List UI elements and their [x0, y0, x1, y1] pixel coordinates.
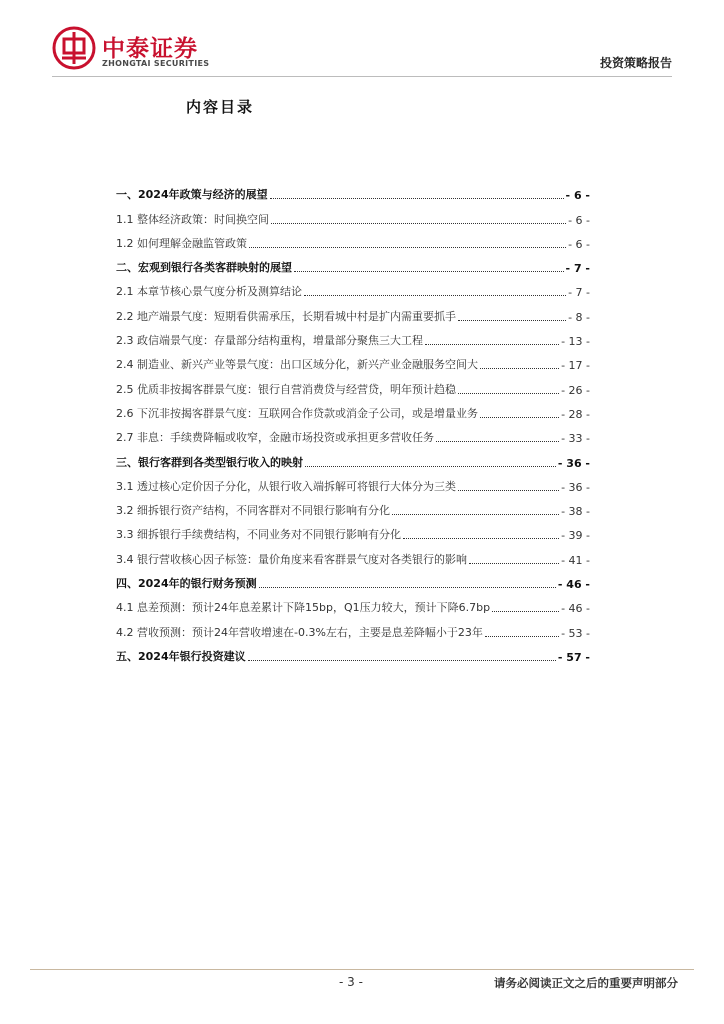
zhongtai-logo-icon — [52, 26, 96, 70]
toc-page-number: - 46 - — [561, 602, 590, 616]
toc-page-number: - 6 - — [568, 237, 590, 251]
toc-entry-text: 2.6 下沉非按揭客群景气度：互联网合作贷款或消金子公司，或是增量业务 — [116, 406, 478, 420]
toc-page-number: - 7 - — [565, 262, 590, 276]
page-header — [0, 0, 724, 80]
toc-subsection-entry[interactable] — [116, 372, 590, 396]
footer-disclaimer: 请务必阅读正文之后的重要声明部分 — [494, 976, 678, 990]
toc-leader-dots — [480, 417, 559, 418]
toc-subsection-entry[interactable] — [116, 518, 590, 542]
toc-subsection-entry[interactable] — [116, 202, 590, 226]
toc-leader-dots — [305, 466, 556, 467]
toc-entry-text: 2.2 地产端景气度：短期看供需承压，长期看城中村是扩内需重要抓手 — [116, 309, 456, 323]
toc-page-number: - 33 - — [561, 432, 590, 446]
toc-entry-text: 4.1 息差预测：预计24年息差累计下降15bp，Q1压力较大，预计下降6.7bp — [116, 601, 491, 615]
toc-entry-text: 五、2024年银行投资建议 — [116, 649, 246, 663]
footer-divider — [30, 969, 694, 970]
toc-subsection-entry[interactable] — [116, 591, 590, 615]
toc-entry-text: 2.7 非息：手续费降幅或收窄，金融市场投资或承担更多营收任务 — [116, 431, 434, 445]
toc-entry-text: 2.1 本章节核心景气度分析及测算结论 — [116, 285, 302, 299]
toc-entry-text: 1.2 如何理解金融监管政策 — [116, 236, 247, 250]
toc-leader-dots — [403, 538, 559, 539]
toc-subsection-entry[interactable] — [116, 421, 590, 445]
toc-leader-dots — [294, 271, 564, 272]
toc-subsection-entry[interactable] — [116, 275, 590, 299]
toc-leader-dots — [259, 587, 556, 588]
toc-page-number: - 46 - — [557, 578, 590, 592]
toc-leader-dots — [425, 344, 559, 345]
toc-entry-text: 3.3 细拆银行手续费结构，不同业务对不同银行影响有分化 — [116, 528, 401, 542]
toc-entry-text: 2.5 优质非按揭客群景气度：银行自营消费贷与经营贷，明年预计趋稳 — [116, 382, 456, 396]
toc-page-number: - 57 - — [557, 650, 590, 664]
toc-page-number: - 36 - — [557, 456, 590, 470]
toc-entry-text: 3.4 银行营收核心因子标签：量价角度来看客群景气度对各类银行的影响 — [116, 552, 467, 566]
toc-entry-text: 二、宏观到银行各类客群映射的展望 — [116, 261, 292, 275]
toc-leader-dots — [248, 660, 556, 661]
toc-entry-text: 1.1 整体经济政策：时间换空间 — [116, 212, 269, 226]
toc-section-entry[interactable] — [116, 445, 590, 469]
toc-leader-dots — [249, 247, 566, 248]
toc-page-number: - 28 - — [561, 407, 590, 421]
toc-leader-dots — [485, 636, 559, 637]
toc-entry-text: 2.3 政信端景气度：存量部分结构重构，增量部分聚焦三大工程 — [116, 334, 423, 348]
toc-page-number: - 6 - — [568, 213, 590, 227]
toc-page-number: - 17 - — [561, 359, 590, 373]
toc-subsection-entry[interactable] — [116, 470, 590, 494]
toc-page-number: - 7 - — [568, 286, 590, 300]
toc-subsection-entry[interactable] — [116, 299, 590, 323]
toc-entry-text: 四、2024年的银行财务预测 — [116, 577, 257, 591]
toc-subsection-entry[interactable] — [116, 494, 590, 518]
toc-leader-dots — [469, 563, 559, 564]
toc-title: 内容目录 — [186, 98, 255, 116]
brand-name-en: ZHONGTAI SECURITIES — [102, 59, 210, 68]
header-divider — [52, 76, 672, 77]
toc-leader-dots — [480, 368, 559, 369]
toc-page-number: - 38 - — [561, 505, 590, 519]
toc-page-number: - 8 - — [568, 310, 590, 324]
toc-subsection-entry[interactable] — [116, 542, 590, 566]
toc-page-number: - 39 - — [561, 529, 590, 543]
toc-leader-dots — [392, 514, 559, 515]
toc-entry-text: 4.2 营收预测：预计24年营收增速在-0.3%左右，主要是息差降幅小于23年 — [116, 625, 483, 639]
toc-page-number: - 53 - — [561, 626, 590, 640]
toc-entry-text: 3.2 细拆银行资产结构，不同客群对不同银行影响有分化 — [116, 504, 390, 518]
table-of-contents — [116, 178, 590, 664]
toc-section-entry[interactable] — [116, 251, 590, 275]
toc-section-entry[interactable] — [116, 567, 590, 591]
toc-entry-text: 一、2024年政策与经济的展望 — [116, 188, 268, 202]
toc-entry-text: 三、银行客群到各类型银行收入的映射 — [116, 455, 303, 469]
toc-section-entry[interactable] — [116, 178, 590, 202]
toc-subsection-entry[interactable] — [116, 615, 590, 639]
toc-leader-dots — [492, 611, 559, 612]
toc-subsection-entry[interactable] — [116, 348, 590, 372]
toc-leader-dots — [271, 223, 566, 224]
toc-section-entry[interactable] — [116, 640, 590, 664]
toc-page-number: - 36 - — [561, 480, 590, 494]
toc-leader-dots — [270, 198, 564, 199]
toc-leader-dots — [458, 393, 559, 394]
toc-subsection-entry[interactable] — [116, 227, 590, 251]
brand-name-cn: 中泰证券 — [102, 36, 198, 62]
toc-leader-dots — [436, 441, 559, 442]
toc-leader-dots — [458, 490, 559, 491]
toc-subsection-entry[interactable] — [116, 397, 590, 421]
toc-page-number: - 26 - — [561, 383, 590, 397]
toc-leader-dots — [304, 295, 566, 296]
toc-page-number: - 41 - — [561, 553, 590, 567]
toc-subsection-entry[interactable] — [116, 324, 590, 348]
toc-page-number: - 13 - — [561, 335, 590, 349]
report-type-label: 投资策略报告 — [599, 56, 672, 70]
toc-leader-dots — [458, 320, 566, 321]
page-number: - 3 - — [339, 975, 363, 989]
toc-page-number: - 6 - — [565, 189, 590, 203]
toc-entry-text: 2.4 制造业、新兴产业等景气度：出口区域分化，新兴产业金融服务空间大 — [116, 358, 478, 372]
toc-entry-text: 3.1 透过核心定价因子分化，从银行收入端拆解可将银行大体分为三类 — [116, 479, 456, 493]
